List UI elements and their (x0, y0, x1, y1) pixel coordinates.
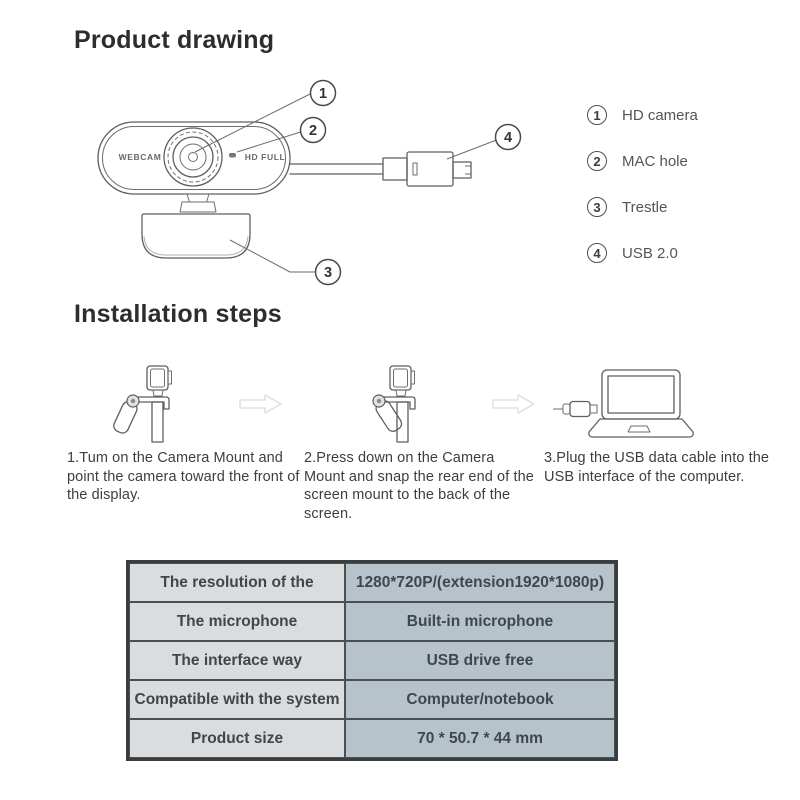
spec-value-cell: 70 * 50.7 * 44 mm (345, 719, 615, 758)
table-row (129, 680, 615, 719)
spec-label-cell: Compatible with the system (129, 680, 345, 719)
hd-full-text: HD FULL (244, 152, 286, 162)
laptop-icon (589, 370, 693, 437)
parts-legend (587, 104, 698, 288)
spec-label-cell: Product size (129, 719, 345, 758)
trestle-base-icon (142, 214, 250, 258)
svg-text:2: 2 (308, 123, 318, 139)
webcam-lens-icon (164, 128, 222, 186)
spec-value-cell: Built-in microphone (345, 602, 615, 641)
mic-hole-icon (229, 153, 236, 158)
usb-plug-icon (553, 402, 597, 417)
spec-value-cell: 1280*720P/(extension1920*1080p) (345, 563, 615, 602)
table-row (129, 719, 615, 758)
mount-step2-icon (373, 366, 415, 442)
legend-item-usb (587, 242, 698, 264)
table-row (129, 641, 615, 680)
svg-text:1: 1 (318, 86, 328, 102)
legend-num-2: 2 (587, 151, 607, 171)
legend-num-4: 4 (587, 243, 607, 263)
step-1-caption: 1.Tum on the Camera Mount and point the camera toward the front of the display. (67, 450, 300, 504)
legend-label: HD camera (622, 106, 698, 124)
webcam-neck-icon (180, 194, 216, 212)
svg-text:3: 3 (323, 265, 333, 281)
callout-4 (447, 125, 521, 160)
spec-label-cell: The resolution of the (129, 563, 345, 602)
spec-value-cell: USB drive free (345, 641, 615, 680)
mount-step1-icon (112, 366, 172, 442)
step-3-caption: 3.Plug the USB data cable into the USB interface of the computer. (544, 450, 770, 485)
spec-label-cell: The microphone (129, 602, 345, 641)
spec-table (126, 560, 618, 761)
arrow-right-icon (240, 395, 281, 413)
spec-label-cell: The interface way (129, 641, 345, 680)
product-drawing-title: Product drawing (74, 26, 275, 54)
spec-value-cell: Computer/notebook (345, 680, 615, 719)
legend-item-trestle (587, 196, 698, 218)
usb-cable-icon (290, 152, 471, 186)
table-row (129, 602, 615, 641)
legend-label: MAC hole (622, 152, 688, 170)
installation-illustrations (100, 352, 700, 456)
webcam-technical-drawing (80, 78, 550, 298)
webcam-brand-text: WEBCAM (118, 152, 162, 162)
step-2-caption: 2.Press down on the Camera Mount and snap the rear end of the screen mount to the back of the screen. (304, 450, 534, 522)
callout-3 (230, 240, 341, 285)
legend-num-1: 1 (587, 105, 607, 125)
arrow-right-icon (493, 395, 534, 413)
svg-text:4: 4 (503, 130, 513, 146)
legend-item-hd-camera (587, 104, 698, 126)
legend-num-3: 3 (587, 197, 607, 217)
table-row (129, 563, 615, 602)
legend-item-mac-hole (587, 150, 698, 172)
installation-steps-title: Installation steps (74, 300, 282, 328)
legend-label: Trestle (622, 198, 668, 216)
legend-label: USB 2.0 (622, 244, 678, 262)
